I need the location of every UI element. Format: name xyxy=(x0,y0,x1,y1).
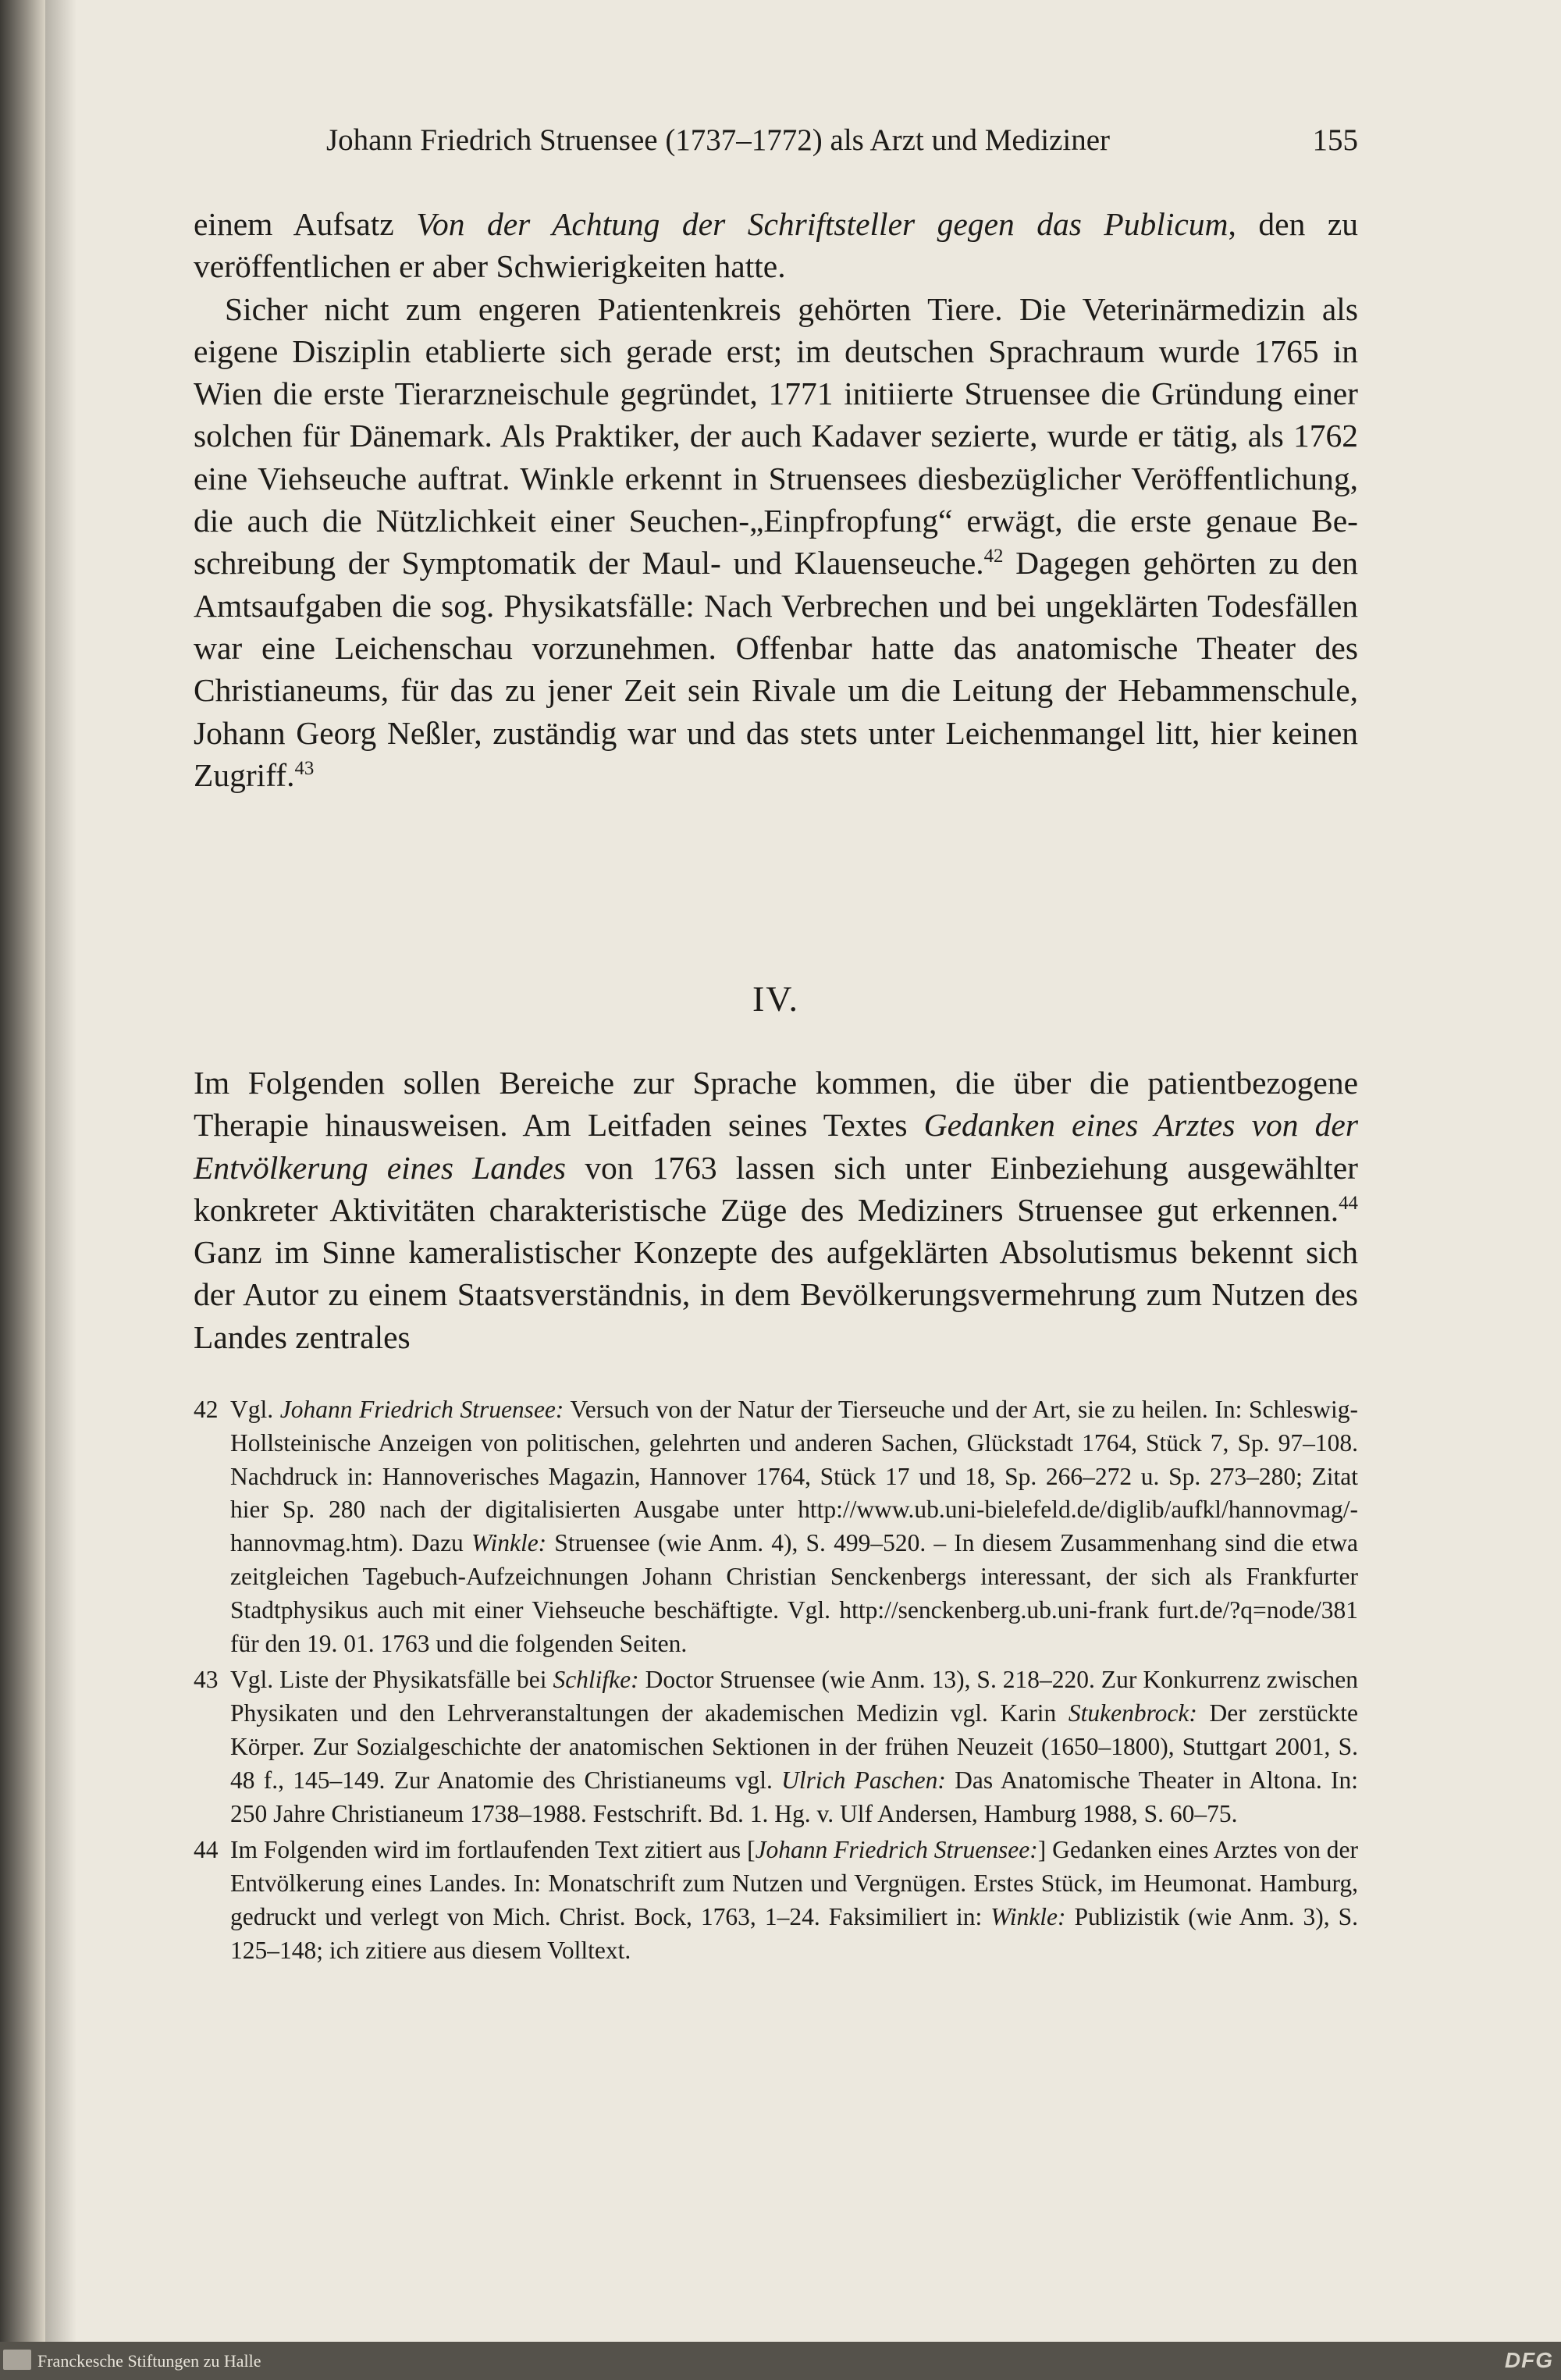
text-run: Vgl. Liste der Physikatsfälle bei xyxy=(230,1666,553,1694)
text-run: Ganz im Sinne kameralistischer Konzepte des aufgeklärten Absolutismus bekennt sich der Autor zu einem Staatsverständnis, in dem Bevölkerungsvermehrung zum Nutzen des Landes zentrales xyxy=(194,1234,1358,1355)
text-run: Das Anatomische Theater in Altona. In: 250 Jahre Christianeum 1738–1988. Festschrift. Bd. 1. Hg. v. Ulf Andersen, Hamburg 1988, S. 60–75. xyxy=(230,1766,1358,1827)
footnote-reference: 42 xyxy=(983,546,1004,567)
italic-text: Johann Friedrich Struensee: xyxy=(279,1396,564,1423)
viewer-footer xyxy=(0,2342,1561,2380)
text-run: Struensee (wie Anm. 4), S. 499–520. – In diesem Zusammenhang sind die etwa zeitgleichen Tagebuch-Aufzeichnungen Johann Christian Senckenbergs interessant, der sich als Frankfurter Stadtphysikus auch mit einer Viehseuche beschäftigte. Vgl. http://senckenberg.ub.uni-frank furt.de/?q=node/381 für den 19. 01. 1763 und die folgenden Seiten. xyxy=(230,1529,1359,1657)
footnote xyxy=(194,1663,1358,1830)
running-title: Johann Friedrich Struensee (1737–1772) als Arzt und Mediziner xyxy=(326,123,1111,157)
institution-logo-icon xyxy=(3,2350,31,2370)
body-text-bottom xyxy=(194,1062,1358,1358)
institution-label: Franckesche Stiftungen zu Halle xyxy=(37,2351,261,2371)
footnote-number: 44 xyxy=(194,1836,219,1864)
text-run: Sicher nicht zum engeren Patientenkreis gehörten Tiere. Die Veterinärmedizin als eigene Disziplin etablierte sich gerade erst; im deutschen Sprachraum wurde 1765 in Wien die erste Tierarzneischule gegründet, 1771 initiierte Struensee die Gründung einer solchen für Dänemark. Als Praktiker, der auch Kadaver sezierte, wurde er tätig, als 1762 eine Viehseuche auftrat. Winkle erkennt in Struensees diesbezüglicher Veröffentlichung, die auch die Nützlichkeit einer Seuchen-„Einpfropfung“ erwägt, die erste genaue Beschreibung der Symptomatik der Maul- und Klauenseuche. xyxy=(194,290,1358,582)
section-heading: IV. xyxy=(752,979,800,1019)
paragraph xyxy=(194,203,1358,288)
text-run: Der zerstückte Körper. Zur Sozialgeschichte der anatomischen Sektionen in der frühen Neuzeit (1650–1800), Stuttgart 2001, S. 48 f., 145–149. Zur Anatomie des Christianeums vgl. xyxy=(230,1699,1358,1794)
paragraph xyxy=(194,288,1358,797)
italic-text: Winkle: xyxy=(990,1902,1066,1930)
dfg-logo: DFG xyxy=(1504,2348,1553,2372)
italic-text: Gedanken eines Arztes von der Entvölkerung eines Landes xyxy=(194,1107,1358,1186)
italic-text: Von der Achtung der Schriftsteller gegen das Publicum xyxy=(416,206,1229,242)
gutter-shadow xyxy=(45,0,76,2342)
text-run: , den zu veröffentlichen er aber Schwierigkeiten hatte. xyxy=(194,206,1359,285)
text-run: Vgl. xyxy=(230,1396,280,1423)
running-header xyxy=(194,117,1358,164)
footnote-reference: 43 xyxy=(294,758,315,780)
footnote xyxy=(194,1393,1358,1660)
text-run: Versuch von der Natur der Tierseuche und der Art, sie zu heilen. In: Schleswig-Hollsteinische Anzeigen von politischen, gelehrten und anderen Sachen, Glückstadt 1764, Stück 7, Sp. 97–108. Nachdruck in: Hannoverisches Magazin, Hannover 1764, Stück 17 und 18, Sp. 266–272 u. Sp. 273–280; Zitat hier Sp. 280 nach der digitalisierten Ausgabe unter http://www.ub.uni-bielefeld.de/diglib/aufkl/hannovmag/-hannovmag.htm). Dazu xyxy=(230,1396,1359,1557)
text-run: von 1763 lassen sich unter Einbeziehung ausgewählter konkreter Aktivitäten charakteristische Züge des Mediziners Struensee gut erkennen. xyxy=(194,1149,1358,1228)
footnote xyxy=(194,1834,1358,1967)
italic-text: Winkle: xyxy=(471,1529,547,1557)
page-number: 155 xyxy=(1312,123,1358,157)
text-run: Doctor Struensee (wie Anm. 13), S. 218–220. Zur Konkurrenz zwischen Physikaten und den Lehrveranstaltungen der akademischen Medizin vgl. Karin xyxy=(230,1666,1358,1727)
italic-text: Johann Friedrich Struensee: xyxy=(755,1836,1038,1864)
text-run: ] Gedanken eines Arztes von der Entvölkerung eines Landes. In: Monatschrift zum Nutzen und Vergnügen. Erstes Stück, im Heumonat. Hamburg, gedruckt und verlegt von Mich. Christ. Bock, 1763, 1–24. Faksimiliert in: xyxy=(230,1836,1358,1930)
text-run: Im Folgenden wird im fortlaufenden Text zitiert aus [ xyxy=(230,1836,756,1864)
book-page xyxy=(45,0,1561,2342)
text-run: einem Aufsatz xyxy=(194,206,417,242)
adjacent-page-edge xyxy=(0,0,45,2342)
italic-text: Schlifke: xyxy=(553,1666,639,1694)
paragraph xyxy=(194,1062,1358,1358)
footnote-reference: 44 xyxy=(1339,1193,1358,1215)
body-text-top xyxy=(194,203,1358,796)
text-run: Publizistik (wie Anm. 3), S. 125–148; ich zitiere aus diesem Volltext. xyxy=(230,1902,1358,1964)
footnote-number: 42 xyxy=(194,1396,219,1423)
text-run: Dagegen gehörten zu den Amtsaufgaben die sog. Physikatsfälle: Nach Verbrechen und bei ungeklärten Todesfällen war eine Leichenschau vorzunehmen. Offenbar hatte das anatomische Theater des Christianeums, für das zu jener Zeit sein Rivale um die Leitung der Hebammenschule, Johann Georg Neßler, zuständig war und das stets unter Leichenmangel litt, hier keinen Zugriff. xyxy=(194,545,1358,793)
footnote-number: 43 xyxy=(194,1666,219,1694)
italic-text: Ulrich Paschen: xyxy=(781,1766,946,1794)
italic-text: Stukenbrock: xyxy=(1068,1699,1197,1727)
footnotes xyxy=(194,1393,1358,1971)
text-run: Im Folgenden sollen Bereiche zur Sprache kommen, die über die patientbezogene Therapie hinausweisen. Am Leitfaden seines Textes xyxy=(194,1065,1358,1144)
